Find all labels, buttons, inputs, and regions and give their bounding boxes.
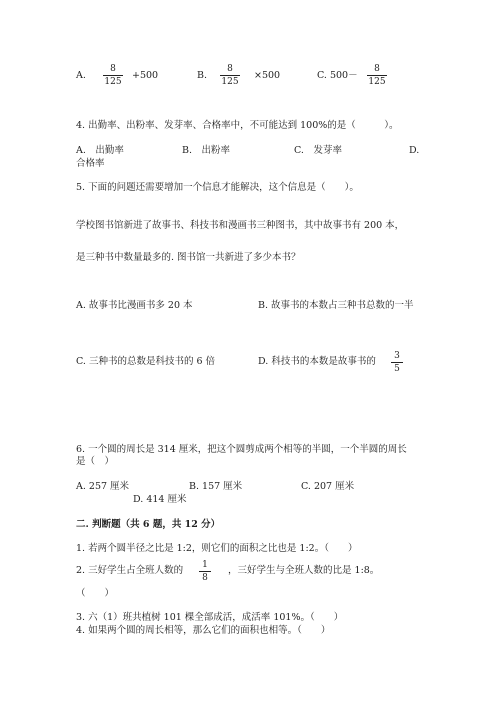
q4-stem: 4. 出勤率、出粉率、发芽率、合格率中，不可能达到 100%的是（ ）。	[76, 120, 399, 131]
tf-item-2-suffix: ，三好学生与全班人数的比是 1:8。	[228, 565, 380, 576]
q5-paragraph-1: 学校图书馆新进了故事书、科技书和漫画书三种图书，其中故事书有 200 本，	[76, 220, 405, 231]
tf-item-1: 1. 若两个圆半径之比是 1:2，则它们的面积之比也是 1:2。（ ）	[76, 543, 358, 554]
fraction-numerator: 8	[220, 64, 240, 76]
q5-option-d-fraction	[391, 351, 403, 374]
q3-option-b-label: B.	[197, 70, 208, 81]
q5-option-b: B. 故事书的本数占三种书总数的一半	[258, 300, 414, 311]
fraction-denominator: 125	[221, 77, 239, 87]
q3-option-a-fraction	[103, 64, 123, 87]
tf-item-2-answer-paren: （ ）	[76, 588, 115, 599]
fraction-denominator: 125	[368, 77, 386, 87]
fraction-numerator: 8	[103, 64, 123, 76]
q5-option-a: A. 故事书比漫画书多 20 本	[76, 300, 193, 311]
q3-option-b-suffix: ×500	[254, 70, 281, 81]
q4-option-b: B. 出粉率	[182, 145, 231, 156]
tf-item-3: 3. 六（1）班共植树 101 棵全部成活，成活率 101%。（ ）	[76, 612, 344, 623]
q6-stem-line-1: 6. 一个圆的周长是 314 厘米，把这个圆剪成两个相等的半圆，一个半圆的周长	[76, 444, 407, 455]
fraction-denominator: 125	[104, 77, 122, 87]
fraction-denominator: 5	[394, 364, 400, 374]
q4-option-c: C. 发芽率	[294, 145, 342, 156]
q4-option-d-text: 合格率	[76, 158, 105, 169]
fraction-denominator: 8	[202, 573, 208, 583]
q6-option-c: C. 207 厘米	[301, 481, 355, 492]
q5-stem: 5. 下面的问题还需要增加一个信息才能解决，这个信息是（ ）。	[76, 182, 359, 193]
q4-option-a: A. 出勤率	[76, 145, 124, 156]
tf-item-2-prefix: 2. 三好学生占全班人数的	[76, 565, 184, 576]
q3-option-a-label: A.	[76, 70, 86, 81]
q4-option-d: D.	[409, 145, 420, 156]
q3-option-c-fraction	[367, 64, 387, 87]
q3-option-a-suffix: +500	[132, 70, 159, 81]
q6-option-a: A. 257 厘米	[76, 481, 130, 492]
section-2-heading: 二. 判断题（共 6 题，共 12 分）	[76, 519, 221, 530]
fraction-numerator: 3	[391, 351, 403, 363]
q3-option-b-fraction	[220, 64, 240, 87]
tf-item-2-fraction	[199, 560, 211, 583]
fraction-numerator: 8	[367, 64, 387, 76]
fraction-numerator: 1	[199, 560, 211, 572]
q5-paragraph-2: 是三种书中数量最多的. 图书馆一共新进了多少本书？	[76, 252, 301, 263]
q3-option-c-label: C. 500－	[317, 70, 358, 81]
q6-stem-line-2: 是（ ）	[76, 456, 115, 467]
q5-option-c: C. 三种书的总数是科技书的 6 倍	[76, 356, 216, 367]
q5-option-d: D. 科技书的本数是故事书的	[258, 356, 376, 367]
q6-option-d: D. 414 厘米	[133, 494, 187, 505]
tf-item-4: 4. 如果两个圆的周长相等，那么它们的面积也相等。（ ）	[76, 625, 331, 636]
q6-option-b: B. 157 厘米	[189, 481, 243, 492]
